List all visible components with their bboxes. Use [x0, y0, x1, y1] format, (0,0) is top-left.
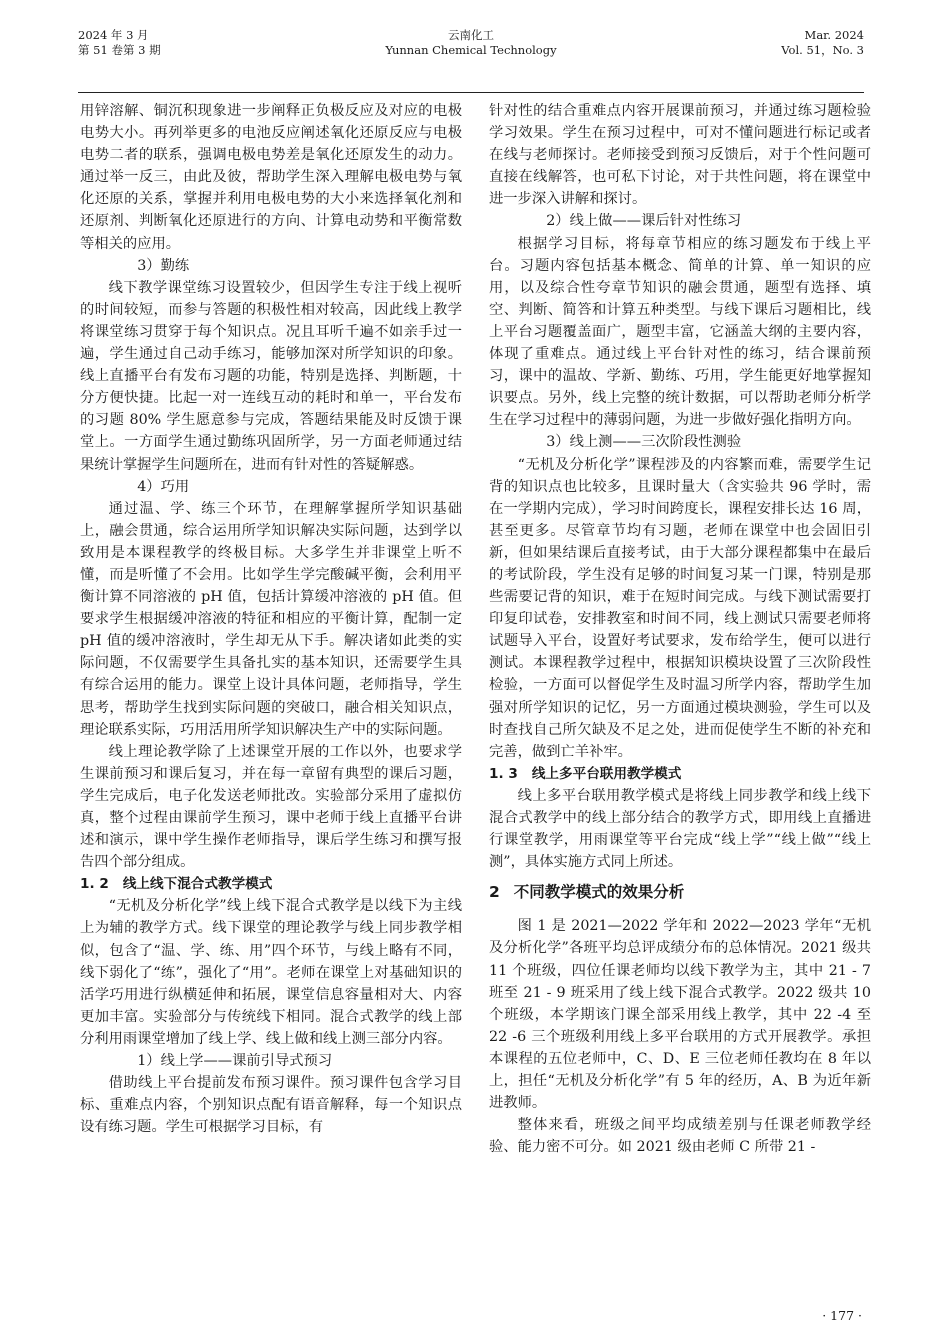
subsection-heading: 2）线上做——课后针对性练习 — [546, 213, 742, 230]
paragraph: 线下教学课堂练习设置较少，但因学生专注于线上视听的时间较短，而参与答题的积极性相对较高，因此线上教学将课堂练习贯穿于每个知识点。况且耳听千遍不如亲手过一遍，学生通过自己动手练习，能够加深对所学知识的印象。线上直播平台有发布习题的功能，特别是选择、判断题，十分方便快捷。比起一对一连线互动的耗时和单一，平台发布的习题 80% 学生愿意参与完成，答题结果能及时反馈于课堂上。一方面学生通过勤练巩固所学，另一方面老师通过结果统计掌握学生问题所在，进而有针对性的答疑解惑。 — [80, 279, 462, 473]
journal-name-cn: 云南化工 — [448, 28, 494, 42]
left-column — [80, 100, 462, 1138]
header-right — [781, 28, 864, 58]
subsection-heading: 1）线上学——课前引导式预习 — [137, 1053, 333, 1070]
header-center — [78, 28, 864, 58]
paragraph: 根据学习目标，将每章节相应的练习题发布于线上平台。习题内容包括基本概念、简单的计算、单一知识的应用，以及综合性夸章节知识的融会贯通，题型有选择、填空、判断、简答和计算五种类型。与线下课后习题相比，线上平台习题覆盖面广，题型丰富，它涵盖大纲的主要内容，体现了重难点。通过线上平台针对性的练习，结合课前预习，课中的温故、学新、勤练、巧用，学生能更好地掌握知识要点。另外，线上完整的统计数据，可以帮助老师分析学生在学习过程中的薄弱问题，为进一步做好强化指明方向。 — [489, 235, 871, 429]
paragraph: 针对性的结合重难点内容开展课前预习，并通过练习题检验学习效果。学生在预习过程中，可对不懂问题进行标记或者在线与老师探讨。老师接受到预习反馈后，对于个性问题可直接在线解答，也可私下讨论，对于共性问题，将在课堂中进一步深入讲解和探讨。 — [489, 103, 871, 208]
header-rule — [78, 92, 864, 93]
section-number: 2 — [489, 883, 500, 902]
paragraph: 通过温、学、练三个环节，在理解掌握所学知识基础上，融会贯通，综合运用所学知识解决实际问题，达到学以致用是本课程教学的终极目标。大多学生并非课堂上听不懂，而是听懂了不会用。比如学生学完酸碱平衡，会利用平衡计算不同溶液的 pH 值，包括计算缓冲溶液的 pH 值。但要求学生根据缓冲溶液的特征和相应的平衡计算，配制一定 pH 值的缓冲溶液时，学生却无从下手。解决诸如此类的实际问题，不仅需要学生具备扎实的基本知识，还需要学生具有综合运用的能力。课堂上设计具体问题，老师指导，学生思考，帮助学生找到实际问题的突破口，融合相关知识点，理论联系实际，巧用活用所学知识解决生产中的实际问题。 — [80, 500, 462, 738]
section-title: 线上线下混合式教学模式 — [122, 876, 273, 893]
subsection-heading: 4）巧用 — [137, 478, 190, 495]
section-title: 不同教学模式的效果分析 — [513, 883, 685, 902]
header-date-cn: 2024 年 3 月 — [78, 28, 149, 42]
section-number: 1. 3 — [489, 765, 518, 782]
paragraph: “无机及分析化学”课程涉及的内容繁而难，需要学生记背的知识点也比较多，且课时量大（含实验共 96 学时，需在一学期内完成），学习时间跨度长，课程安排长达 16 周，甚至更多。尽管章节均有习题，老师在课堂中也会固旧引新，但如果结课后直接考试，由于大部分课程都集中在最后的考试阶段，学生没有足够的时间复习某一门课，特别是那些需要记背的知识，难于在短时间完成。与线下测试需要打印复印试卷，安排教室和时间不同，线上测试只需要老师将试题导入平台，设置好考试要求，发布给学生，便可以进行测试。本课程教学过程中，根据知识模块设置了三次阶段性检验，一方面可以督促学生及时温习所学内容，帮助学生加强对所学知识的记忆，另一方面通过模块测验，学生可以及时查找自己所欠缺及不足之处，进而促使学生不断的补充和完善，做到亡羊补牢。 — [489, 456, 871, 760]
header-volume-cn: 第 51 卷第 3 期 — [78, 43, 161, 57]
header-volume-en: Vol. 51，No. 3 — [781, 43, 864, 57]
subsection-heading: 3）线上测——三次阶段性测验 — [546, 434, 742, 451]
paragraph: 线上理论教学除了上述课堂开展的工作以外，也要求学生课前预习和课后复习，并在每一章留有典型的课后习题，学生完成后，电子化发送老师批改。实验部分采用了虚拟仿真，整个过程由课前学生预习，课中老师于线上直播平台讲述和演示，课中学生操作老师指导，课后学生练习和撰写报告四个部分组成。 — [80, 743, 462, 871]
paragraph: “无机及分析化学”线上线下混合式教学是以线下为主线上为辅的教学方式。线下课堂的理论教学与线上同步教学相似，包含了“温、学、练、用”四个环节，与线上略有不同，线下弱化了“练”，强化了“用”。老师在课堂上对基础知识的活学巧用进行纵横延伸和拓展，课堂信息容量相对大、内容更加丰富。实验部分与传统线下相同。混合式教学的线上部分利用雨课堂增加了线上学、线上做和线上测三部分内容。 — [80, 898, 462, 1047]
section-title: 线上多平台联用教学模式 — [531, 765, 682, 782]
page-number: · 177 · — [822, 1308, 862, 1323]
paragraph: 图 1 是 2021—2022 学年和 2022—2023 学年“无机及分析化学”各班平均总评成绩分布的总体情况。2021 级共 11 个班级，四位任课老师均以线下教学为主，其中 21 - 7 班至 21 - 9 班采用了线上线下混合式教学。2022 级共 10 个班级，本学期该门课全部采用线上教学，其中 22 -4 至 22 -6 三个班级利用线上多平台联用的方式开展教学。承担本课程的五位老师中，C、D、E 三位老师任教均在 8 年以上，担任“无机及分析化学”有 5 年的经历，A、B 为近年新进教师。 — [489, 918, 871, 1112]
subsection-heading: 3）勤练 — [137, 257, 190, 274]
paragraph: 用锌溶解、铜沉积现象进一步阐释正负极反应及对应的电极电势大小。再列举更多的电池反应阐述氧化还原反应与电极电势二者的联系，强调电极电势差是氧化还原发生的动力。通过举一反三，由此及彼，帮助学生深入理解电极电势与氧化还原的关系，掌握并利用电极电势的大小来选择氧化剂和还原剂、判断氧化还原进行的方向、计算电动势和平衡常数等相关的应用。 — [80, 103, 462, 252]
paragraph: 借助线上平台提前发布预习课件。预习课件包含学习目标、重难点内容，个别知识点配有语音解释，每一个知识点设有练习题。学生可根据学习目标，有 — [80, 1075, 462, 1136]
section-heading-1-2 — [80, 873, 462, 895]
running-header — [78, 28, 864, 92]
paragraph: 线上多平台联用教学模式是将线上同步教学和线上线下混合式教学中的线上部分结合的教学方式，即用线上直播进行课堂教学，用雨课堂等平台完成“线上学”“线上做”“线上测”，具体实施方式同上所述。 — [489, 787, 871, 871]
section-heading-1-3 — [489, 763, 871, 785]
section-number: 1. 2 — [80, 876, 109, 893]
journal-name-en: Yunnan Chemical Technology — [385, 43, 557, 57]
section-heading-2 — [489, 881, 871, 903]
paragraph: 整体来看，班级之间平均成绩差别与任课老师教学经验、能力密不可分。如 2021 级由老师 C 所带 21 - — [489, 1117, 871, 1156]
right-column — [489, 100, 871, 1158]
header-date-en: Mar. 2024 — [804, 28, 864, 42]
